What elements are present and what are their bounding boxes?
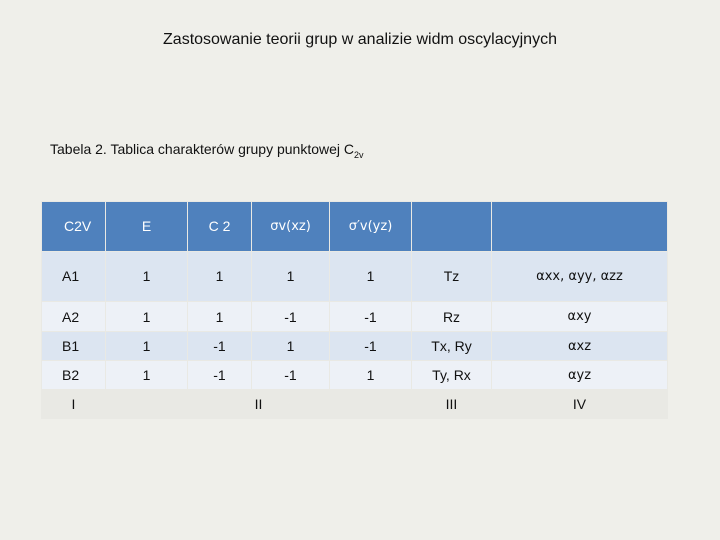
table-row (42, 251, 668, 301)
table-row (42, 301, 668, 332)
header-cell-sigma-yz: σ′v(yz) (330, 202, 412, 252)
caption-subscript: 2v (354, 149, 364, 160)
footer-label-4: IV (492, 390, 668, 419)
table-row (42, 360, 668, 390)
table-cell: 1 (188, 301, 252, 332)
table-cell: 1 (106, 360, 188, 390)
table-cell: -1 (252, 301, 330, 332)
caption-text: Tabela 2. Tablica charakterów grupy punktowej C (50, 141, 355, 157)
row-label: A2 (42, 301, 106, 332)
table-cell: -1 (330, 301, 412, 332)
table-cell: Rz (412, 301, 492, 332)
table-cell: αxz (492, 332, 668, 361)
row-label: B2 (42, 360, 106, 390)
table-cell: 1 (252, 332, 330, 361)
table-cell: Ty, Rx (412, 360, 492, 390)
table-footer-row (42, 390, 668, 419)
table-cell: 1 (106, 251, 188, 301)
table-cell: 1 (330, 251, 412, 301)
header-cell-group: C2V (42, 202, 106, 252)
table-cell: 1 (188, 251, 252, 301)
table-header-row (42, 202, 668, 252)
table-cell: Tx, Ry (412, 332, 492, 361)
table-cell: -1 (252, 360, 330, 390)
table-caption (50, 141, 364, 160)
table-cell: -1 (330, 332, 412, 361)
table-cell: 1 (106, 301, 188, 332)
footer-label-3: III (412, 390, 492, 419)
header-cell-c2: C 2 (188, 202, 252, 252)
page-title: Zastosowanie teorii grup w analizie widm oscylacyjnych (163, 31, 557, 48)
table-row (42, 332, 668, 361)
table-cell: 1 (330, 360, 412, 390)
table-cell: αxx, αyy, αzz (492, 251, 668, 301)
table-cell: -1 (188, 360, 252, 390)
table-cell: 1 (252, 251, 330, 301)
table-cell: -1 (188, 332, 252, 361)
table-cell: Tz (412, 251, 492, 301)
table-cell: αyz (492, 360, 668, 390)
footer-label-2: II (106, 390, 412, 419)
character-table (41, 201, 668, 419)
row-label: B1 (42, 332, 106, 361)
header-cell-empty-1 (412, 202, 492, 252)
footer-label-1: I (42, 390, 106, 419)
table-cell: αxy (492, 301, 668, 332)
table-cell: 1 (106, 332, 188, 361)
header-cell-sigma-xz: σv(xz) (252, 202, 330, 252)
row-label: A1 (42, 251, 106, 301)
header-cell-empty-2 (492, 202, 668, 252)
header-cell-e: E (106, 202, 188, 252)
